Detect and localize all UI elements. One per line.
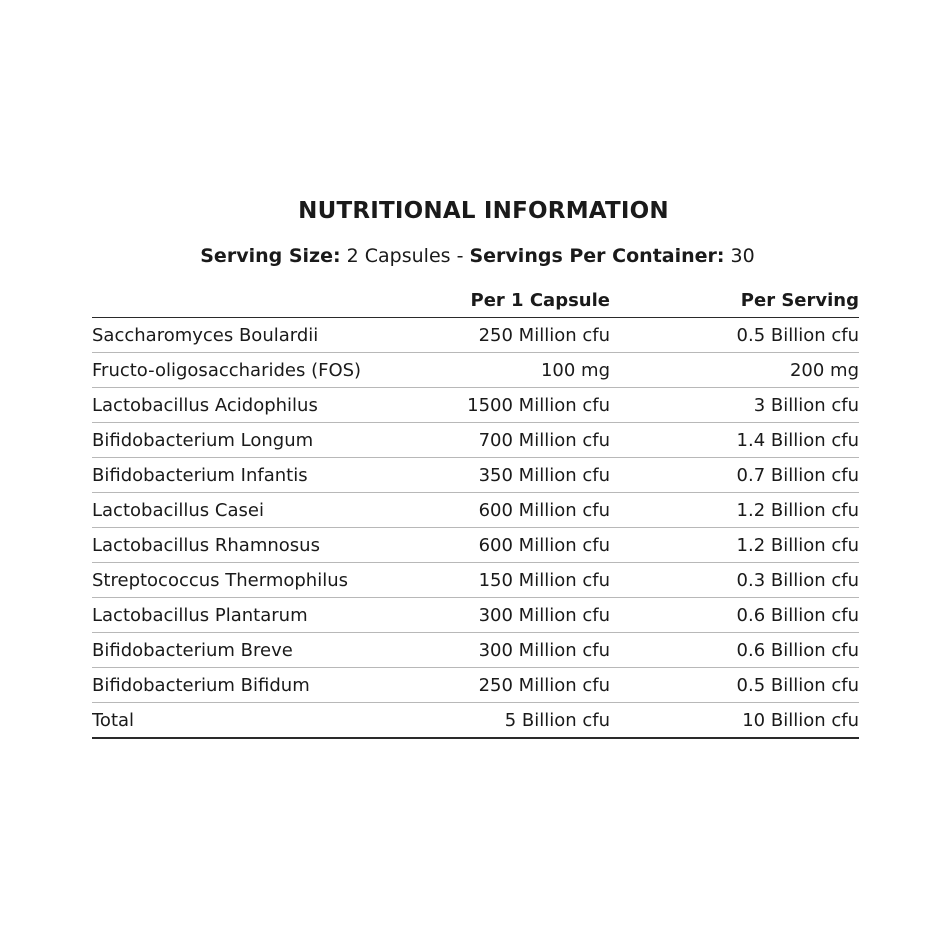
ingredient-name: Bifidobacterium Infantis <box>92 458 432 493</box>
table-row <box>92 318 859 353</box>
table-row <box>92 458 859 493</box>
servings-per-container-value: 30 <box>730 245 755 267</box>
ingredient-name: Total <box>92 703 432 739</box>
panel-title: NUTRITIONAL INFORMATION <box>298 198 669 224</box>
per-serving-value: 1.2 Billion cfu <box>610 493 859 528</box>
per-capsule-value: 150 Million cfu <box>432 563 610 598</box>
per-capsule-value: 700 Million cfu <box>432 423 610 458</box>
servings-per-container-label: Servings Per Container: <box>469 245 725 267</box>
ingredient-name: Saccharomyces Boulardii <box>92 318 432 353</box>
column-header-per-serving: Per Serving <box>610 285 859 318</box>
per-serving-value: 0.5 Billion cfu <box>610 318 859 353</box>
table-row <box>92 598 859 633</box>
per-capsule-value: 300 Million cfu <box>432 633 610 668</box>
table-header-row <box>92 285 859 318</box>
per-capsule-value: 600 Million cfu <box>432 493 610 528</box>
per-capsule-value: 350 Million cfu <box>432 458 610 493</box>
ingredient-name: Lactobacillus Acidophilus <box>92 388 432 423</box>
per-capsule-value: 5 Billion cfu <box>432 703 610 739</box>
ingredient-name: Bifidobacterium Longum <box>92 423 432 458</box>
ingredient-name: Bifidobacterium Bifidum <box>92 668 432 703</box>
table-row <box>92 423 859 458</box>
table-row <box>92 668 859 703</box>
per-capsule-value: 100 mg <box>432 353 610 388</box>
column-header-per-capsule: Per 1 Capsule <box>432 285 610 318</box>
table-row <box>92 493 859 528</box>
per-serving-value: 3 Billion cfu <box>610 388 859 423</box>
total-row <box>92 703 859 739</box>
per-serving-value: 10 Billion cfu <box>610 703 859 739</box>
table-body <box>92 318 859 739</box>
per-serving-value: 0.3 Billion cfu <box>610 563 859 598</box>
serving-info <box>92 243 859 273</box>
nutrition-panel <box>92 196 859 739</box>
ingredient-name: Lactobacillus Casei <box>92 493 432 528</box>
table-row <box>92 528 859 563</box>
ingredient-name: Streptococcus Thermophilus <box>92 563 432 598</box>
serving-separator: - <box>456 245 464 267</box>
per-serving-value: 1.4 Billion cfu <box>610 423 859 458</box>
ingredient-name: Lactobacillus Plantarum <box>92 598 432 633</box>
serving-size-value: 2 Capsules <box>346 245 451 267</box>
per-serving-value: 0.6 Billion cfu <box>610 598 859 633</box>
per-serving-value: 0.5 Billion cfu <box>610 668 859 703</box>
nutrition-table <box>92 285 859 739</box>
per-capsule-value: 600 Million cfu <box>432 528 610 563</box>
per-serving-value: 200 mg <box>610 353 859 388</box>
table-row <box>92 563 859 598</box>
per-capsule-value: 300 Million cfu <box>432 598 610 633</box>
per-capsule-value: 250 Million cfu <box>432 668 610 703</box>
table-row <box>92 353 859 388</box>
ingredient-name: Bifidobacterium Breve <box>92 633 432 668</box>
per-capsule-value: 1500 Million cfu <box>432 388 610 423</box>
ingredient-name: Fructo-oligosaccharides (FOS) <box>92 353 432 388</box>
ingredient-name: Lactobacillus Rhamnosus <box>92 528 432 563</box>
per-serving-value: 0.6 Billion cfu <box>610 633 859 668</box>
per-capsule-value: 250 Million cfu <box>432 318 610 353</box>
per-serving-value: 0.7 Billion cfu <box>610 458 859 493</box>
table-row <box>92 633 859 668</box>
per-serving-value: 1.2 Billion cfu <box>610 528 859 563</box>
table-row <box>92 388 859 423</box>
serving-size-label: Serving Size: <box>200 245 341 267</box>
column-header-ingredient <box>92 285 432 318</box>
